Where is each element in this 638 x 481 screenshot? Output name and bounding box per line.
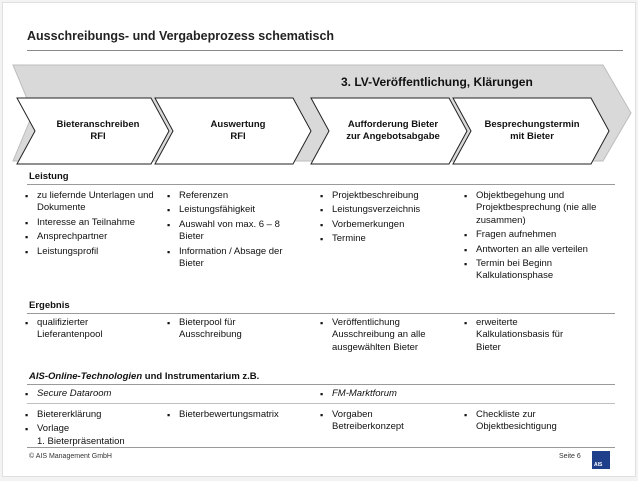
list-item: ▪ Projektbeschreibung — [320, 190, 450, 202]
list-item: ▪ Termine — [320, 233, 450, 245]
list-item: ▪ Termin bei Beginn Kalkulationsphase — [464, 258, 599, 283]
section-divider — [27, 184, 615, 185]
ais-logo — [592, 451, 610, 469]
ergebnis-col-2 — [167, 317, 282, 344]
tech-col-2 — [167, 409, 307, 423]
tech-col-3 — [320, 409, 440, 436]
list-item: ▪ Checkliste zur Objektbesichtigung — [464, 409, 584, 434]
tech-italic-col-3 — [320, 388, 450, 402]
slide-title: Ausschreibungs- und Vergabeprozess schematisch — [27, 29, 335, 43]
tech-title-italic: AIS-Online-Technologien — [29, 371, 143, 382]
logo-text: AIS — [594, 462, 603, 468]
list-item: ▪ Ansprechpartner — [25, 231, 155, 243]
list-item: ▪ Leistungsfähigkeit — [167, 204, 292, 216]
list-item: ▪ Bietererklärung — [25, 409, 155, 421]
list-item: ▪ Fragen aufnehmen — [464, 229, 599, 241]
section-title-tech — [29, 371, 259, 382]
list-item: ▪ erweiterte Kalkulationsbasis für Bieter — [464, 317, 584, 354]
list-item: ▪ Veröffentlichung Ausschreibung an alle ausgewählten Bieter — [320, 317, 445, 354]
ergebnis-col-3 — [320, 317, 445, 356]
section-divider — [27, 403, 615, 404]
footer-copyright: © AIS Management GmbH — [29, 453, 112, 460]
footer-divider — [27, 447, 615, 448]
ergebnis-col-4 — [464, 317, 584, 356]
section-divider — [27, 313, 615, 314]
section-title-leistung: Leistung — [29, 171, 69, 182]
slide — [2, 2, 636, 477]
list-item: ▪ Bieterpool für Ausschreibung — [167, 317, 282, 342]
list-item: ▪ FM-Marktforum — [320, 388, 450, 400]
section-divider — [27, 384, 615, 385]
leistung-col-1 — [25, 190, 155, 260]
list-item — [25, 423, 155, 448]
list-item: ▪ Vorgaben Betreiberkonzept — [320, 409, 440, 434]
section-title-ergebnis: Ergebnis — [29, 300, 70, 311]
phase-title: 3. LV-Veröffentlichung, Klärungen — [341, 75, 533, 89]
tech-italic-col-1 — [25, 388, 155, 402]
chevron-label-1: Bieteranschreiben RFI — [56, 119, 140, 142]
list-item-text: Vorlage — [37, 423, 70, 435]
list-item: ▪ zu liefernde Unterlagen und Dokumente — [25, 190, 155, 215]
tech-col-4 — [464, 409, 584, 436]
footer-page-number: Seite 6 — [559, 453, 581, 460]
list-item: ▪ Antworten an alle verteilen — [464, 244, 599, 256]
list-item: ▪ Leistungsverzeichnis — [320, 204, 450, 216]
leistung-col-4 — [464, 190, 599, 285]
list-item: ▪ Secure Dataroom — [25, 388, 155, 400]
list-item: ▪ qualifizierter Lieferantenpool — [25, 317, 150, 342]
leistung-col-2 — [167, 190, 292, 272]
list-item: ▪ Leistungsprofil — [25, 246, 155, 258]
ergebnis-col-1 — [25, 317, 150, 344]
list-item: ▪ Vorbemerkungen — [320, 219, 450, 231]
list-item: ▪ Referenzen — [167, 190, 292, 202]
chevron-label-2: Auswertung RFI — [210, 119, 266, 142]
list-item: ▪ Bieterbewertungsmatrix — [167, 409, 307, 421]
tech-title-rest: und Instrumentarium z.B. — [142, 371, 260, 382]
process-band — [3, 3, 636, 183]
list-item: ▪ Information / Absage der Bieter — [167, 246, 292, 271]
chevron-label-3: Aufforderung Bieter zur Angebotsabgabe — [346, 119, 440, 142]
tech-col-1 — [25, 409, 155, 450]
leistung-col-3 — [320, 190, 450, 248]
list-item: ▪ Interesse an Teilnahme — [25, 217, 155, 229]
sub-item: 1. Bieterpräsentation — [37, 435, 125, 447]
list-item: ▪ Objektbegehung und Projektbesprechung (nie alle zusammen) — [464, 190, 599, 227]
chevron-label-4: Besprechungstermin mit Bieter — [484, 119, 580, 142]
list-item: ▪ Auswahl von max. 6 – 8 Bieter — [167, 219, 292, 244]
